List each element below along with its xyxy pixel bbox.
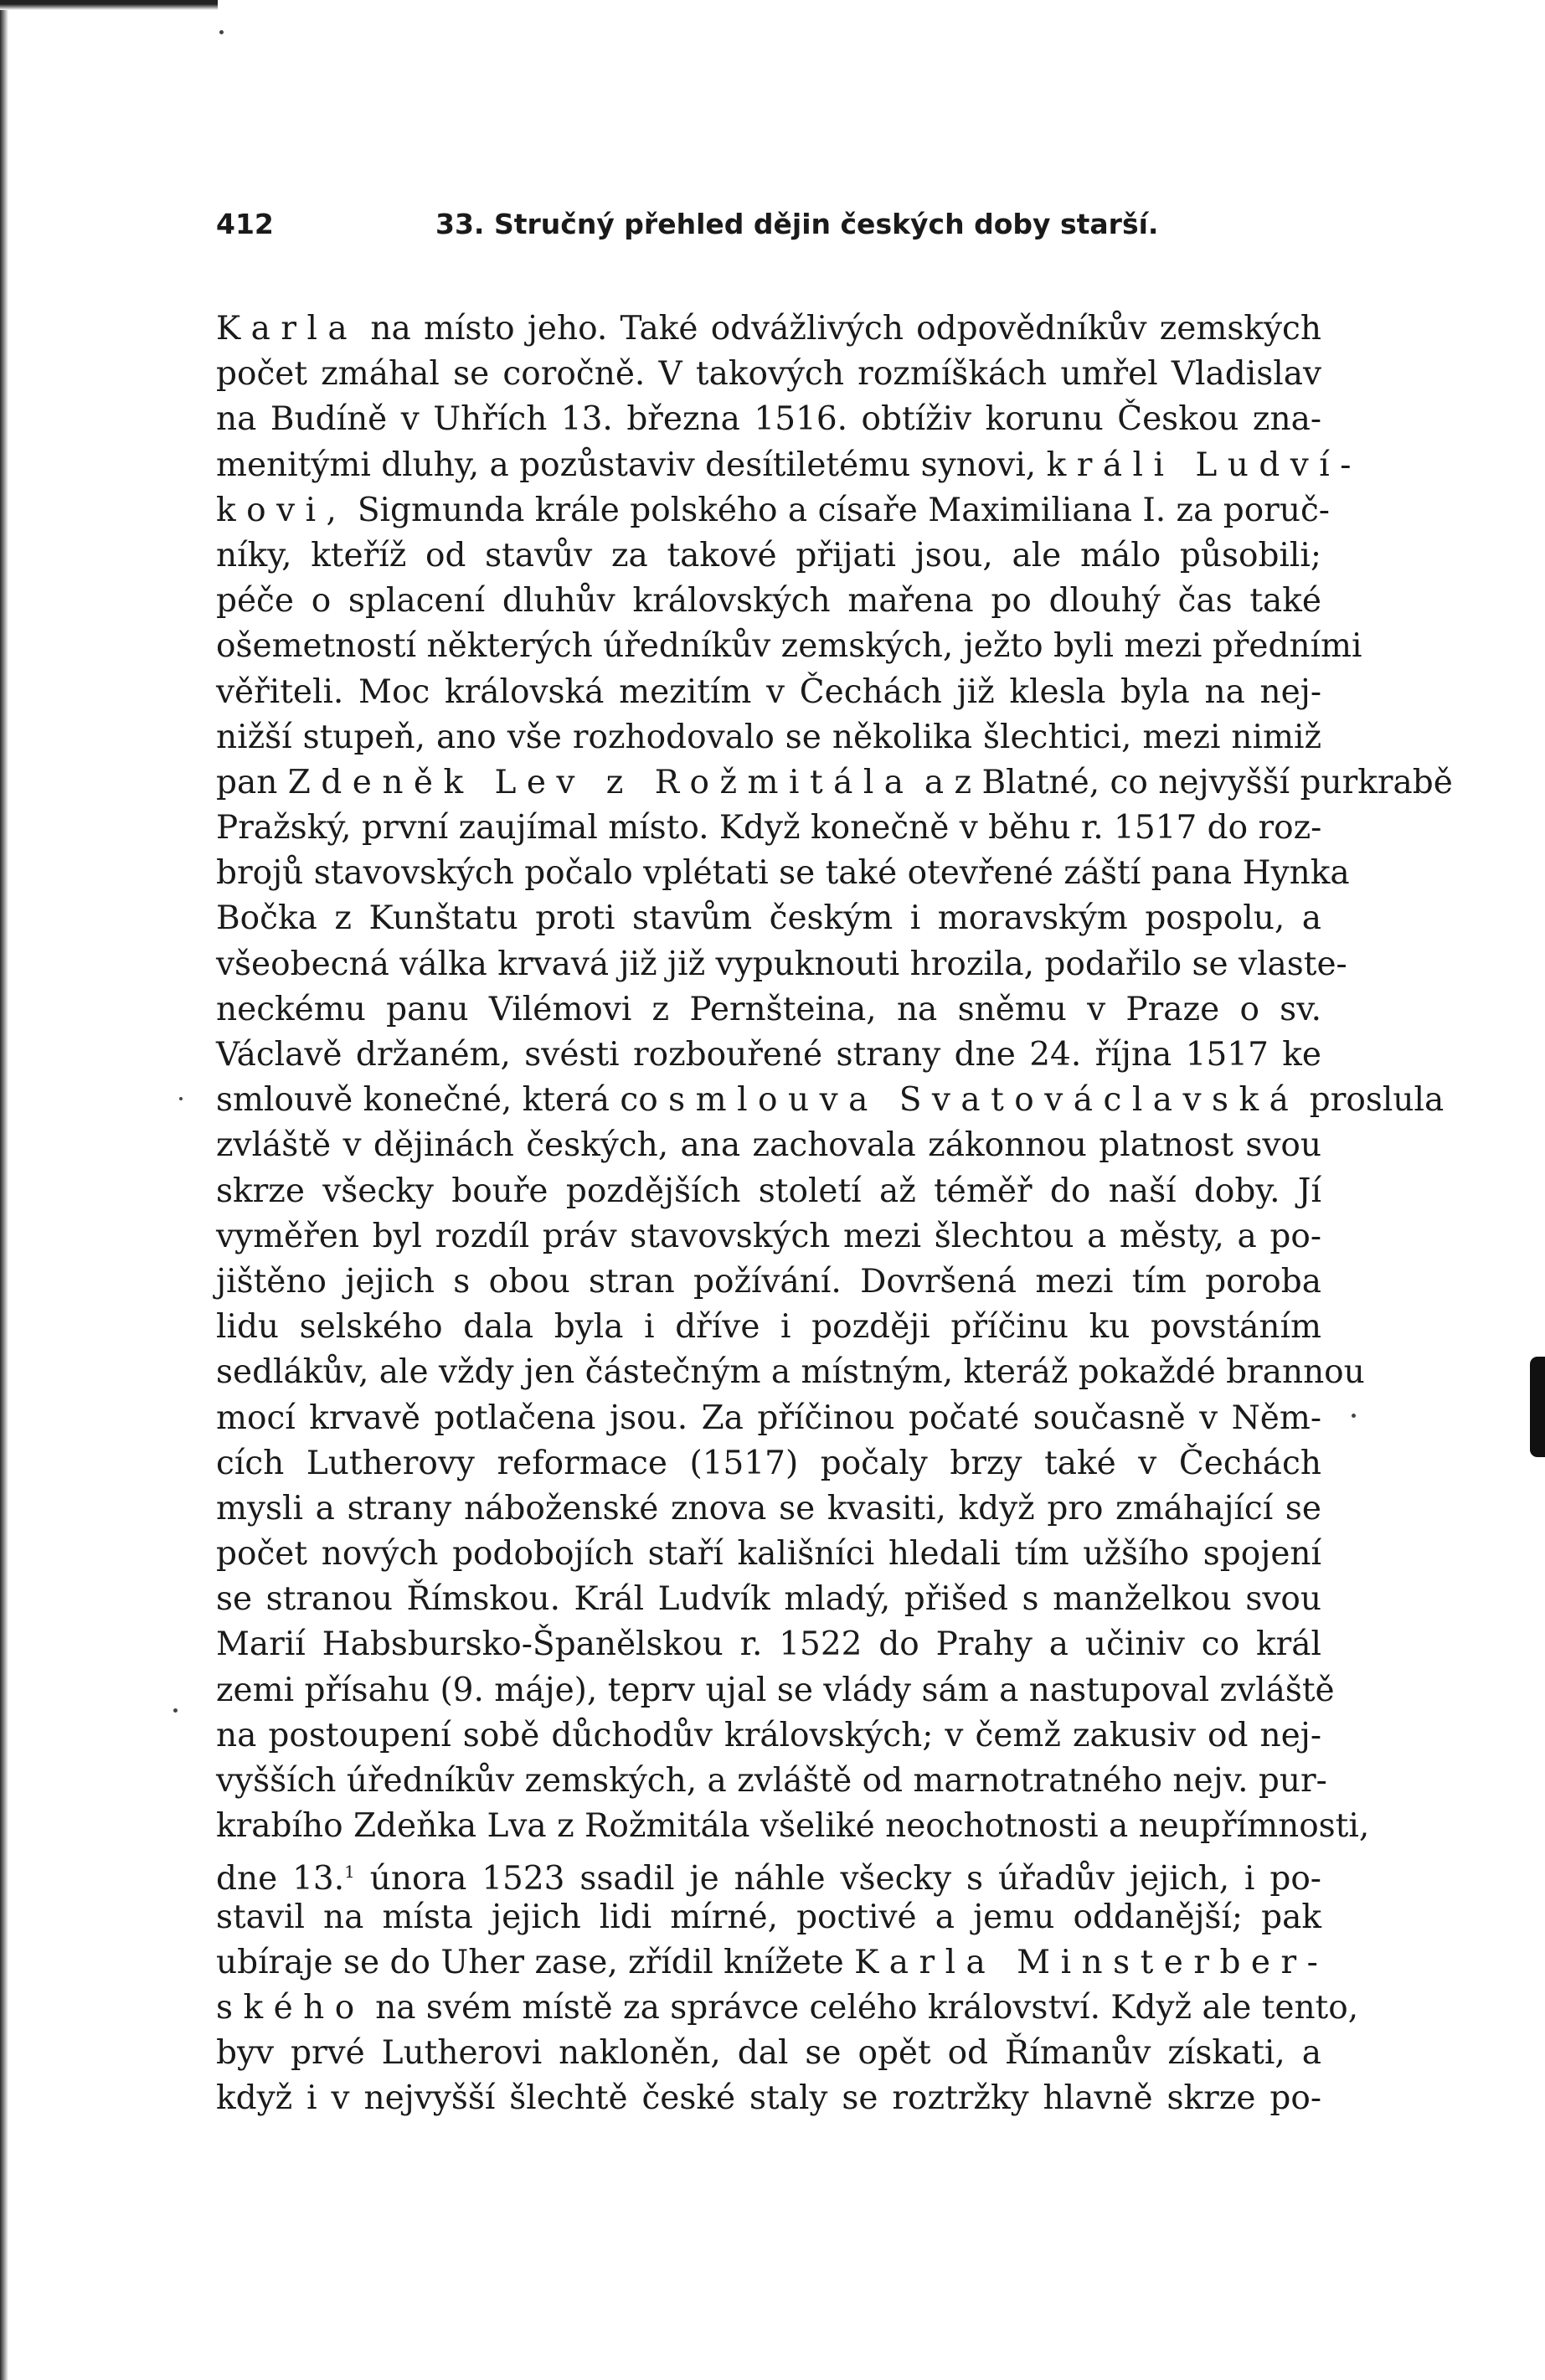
text-segment: pan [216,763,288,801]
text-line [216,397,1321,442]
text-line [216,1396,1321,1441]
text-line [216,670,1321,715]
spaced-name: Karla Minsterber- [854,1943,1329,1981]
text-line [216,1895,1321,1940]
text-segment: smlouvě konečné, která co [216,1081,669,1120]
text-line [216,1986,1359,2031]
text-segment: neckému panu Vilémovi z Pernšteina, na sněmu v Praze o sv. [216,990,1321,1028]
text-segment: Pražský, první zaujímal místo. Když konečně v běhu r. 1517 do roz- [216,809,1322,847]
text-line [216,443,1362,488]
text-segment: ubíraje se do Uher zase, zřídil knížete [216,1943,855,1981]
text-line [216,533,1321,579]
text-segment: zemi přísahu (9. máje), teprv ujal se vlády sám a nastupoval zvláště [216,1671,1335,1709]
text-line [216,2031,1321,2076]
text-line [216,1940,1329,1986]
text-segment: lidu selského dala byla i dříve i později příčinu ku povstáním [216,1308,1321,1347]
text-segment: Václavě držaném, svésti rozbouřené strany dne 24. října 1517 ke [216,1036,1321,1074]
text-segment: věřiteli. Moc královská mezitím v Čechách již klesla byla na nej- [216,672,1321,711]
text-line [216,579,1321,624]
text-line [216,1169,1321,1214]
text-line [216,1804,1370,1849]
text-line [216,896,1321,941]
text-line [216,1350,1365,1395]
text-line [216,942,1347,987]
text-line [216,1577,1321,1622]
text-segment: když i v nejvyšší šlechtě české staly se roztržky hlavně skrze po- [216,2079,1321,2118]
scan-left-edge [0,0,8,2380]
book-page [216,201,1453,2122]
text-line [216,2076,1321,2121]
text-line [216,307,1321,352]
spaced-name: smlouva Svatováclavská [668,1081,1300,1120]
text-segment: zvláště v dějinách českých, ana zachovala zákonnou platnost svou [216,1126,1321,1165]
text-line [216,987,1321,1033]
text-segment: mocí krvavě potlačena jsou. Za příčinou počaté současně v Něm- [216,1399,1321,1437]
text-segment: vyšších úředníkův zemských, a zvláště od marnotratného nejv. pur- [216,1762,1327,1800]
text-line [216,1033,1321,1078]
scan-speck [179,1097,183,1100]
spaced-name: Karla [216,310,358,348]
text-segment: a z Blatné, co nejvyšší purkrabě [914,763,1453,801]
text-segment: Sigmunda krále polského a císaře Maximiliana I. za poruč- [347,491,1330,529]
scan-top-mark [0,0,218,10]
spaced-name: Zdeněk Lev z Rožmitála [287,763,914,801]
text-segment: na postoupení sobě důchodův královských; v čemž zakusiv od nej- [216,1716,1321,1754]
running-title: 33. Stručný přehled dějin českých doby starší. [435,208,1159,240]
spaced-name: králi Ludví- [1046,446,1362,484]
text-line [216,1441,1321,1486]
text-segment: na místo jeho. Také odvážlivých odpovědníkův zemských [358,310,1321,348]
text-line [216,1214,1321,1260]
text-line [216,715,1321,760]
text-line [216,1260,1321,1305]
spaced-name: ského [216,1988,365,2027]
text-segment: péče o splacení dluhův královských mařena po dlouhý čas také [216,582,1321,621]
text-line [216,1622,1321,1667]
scan-speck [1352,1414,1356,1418]
text-segment: byv prvé Lutherovi nakloněn, dal se opět od Římanův získati, a [216,2034,1321,2073]
text-segment: dne 13. [216,1860,345,1898]
text-segment: všeobecná válka krvavá již již vypuknouti hrozila, podařilo se vlaste- [216,945,1347,983]
text-line [216,1713,1321,1759]
text-line [216,1849,1321,1898]
text-line [216,1078,1445,1123]
text-segment: sedlákův, ale vždy jen částečným a místným, kteráž pokaždé brannou [216,1353,1365,1392]
text-line [216,1123,1321,1168]
text-line [216,352,1321,397]
page-header [216,201,1321,251]
text-line [216,1532,1321,1577]
text-line [216,851,1350,896]
text-segment: mysli a strany náboženské znova se kvasiti, když pro zmáhající se [216,1489,1321,1527]
text-segment: na svém místě za správce celého království. Když ale tento, [364,1988,1359,2027]
text-line [216,1486,1321,1532]
scan-speck [173,1708,178,1713]
text-segment: počet nových podobojích staří kališníci hledali tím užšího spojení [216,1535,1321,1574]
footnote-mark: 1 [344,1862,355,1883]
text-segment: počet zmáhal se coročně. V takových rozmíškách umřel Vladislav [216,355,1321,394]
text-line [216,624,1362,669]
text-line [216,806,1321,851]
text-segment: menitými dluhy, a pozůstaviv desítiletému synovi, [216,446,1047,484]
text-segment: vyměřen byl rozdíl práv stavovských mezi šlechtou a městy, a po- [216,1217,1321,1255]
text-segment: proslula [1299,1081,1445,1120]
scan-speck [219,30,224,34]
text-segment: krabího Zdeňka Lva z Rožmitála všeliké neochotnosti a neupřímnosti, [216,1807,1370,1846]
text-line [216,760,1453,806]
text-segment: brojů stavovských počalo vplétati se také otevřené záští pana Hynka [216,854,1350,893]
spaced-name: kovi, [216,491,348,529]
text-segment: se stranou Římskou. Král Ludvík mladý, přišed s manželkou svou [216,1580,1321,1619]
text-segment: jištěno jejich s obou stran požívání. Dovršená mezi tím poroba [216,1262,1321,1301]
text-line [216,1759,1327,1804]
text-line [216,1305,1321,1350]
text-segment: Marií Habsbursko-Španělskou r. 1522 do Prahy a učiniv co král [216,1625,1321,1664]
text-segment: skrze všecky bouře pozdějších století až téměř do naší doby. Jí [216,1172,1321,1210]
scan-right-edge [1530,1357,1545,1457]
text-segment: cích Lutherovy reformace (1517) počaly brzy také v Čechách [216,1444,1321,1482]
text-segment: Bočka z Kunštatu proti stavům českým i moravským pospolu, a [216,899,1321,938]
text-line [216,1668,1335,1713]
text-segment: na Budíně v Uhřích 13. března 1516. obtíživ korunu Českou zna- [216,400,1321,439]
text-segment: stavil na místa jejich lidi mírné, poctivé a jemu oddanější; pak [216,1898,1321,1936]
text-segment: ošemetností některých úředníkův zemských, ježto byli mezi předními [216,627,1362,666]
text-segment: níky, kteříž od stavův za takové přijati jsou, ale málo působili; [216,536,1321,574]
page-number: 412 [216,208,274,240]
text-segment: února 1523 ssadil je náhle všecky s úřadův jejich, i po- [354,1860,1321,1898]
text-line [216,488,1330,533]
body-text [216,307,1453,2122]
text-segment: nižší stupeň, ano vše rozhodovalo se několika šlechtici, mezi nimiž [216,718,1321,756]
